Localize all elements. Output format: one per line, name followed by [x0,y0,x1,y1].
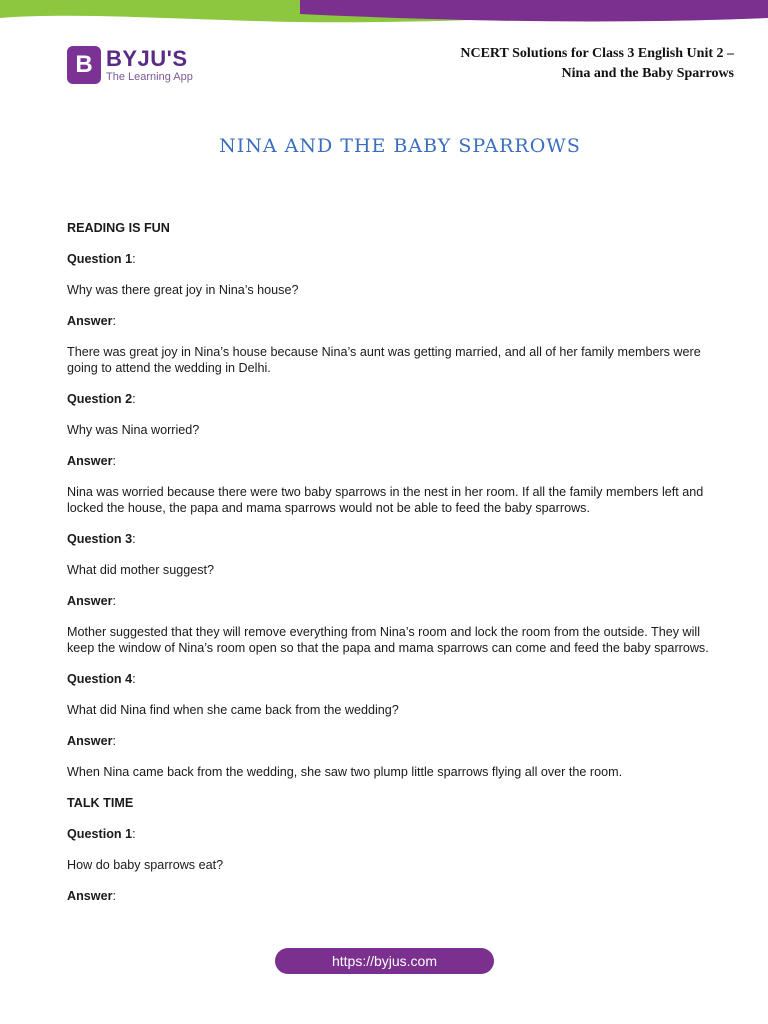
logo-letter: B [75,51,93,78]
document-body [67,220,712,919]
question-label: Question 2: [67,392,136,406]
question-text: Why was there great joy in Nina’s house? [67,283,299,297]
answer-text: Mother suggested that they will remove everything from Nina’s room and lock the room from the outside. They will keep the window of Nina’s room open so that the papa and mama sparrows can come and feed the baby sparrows. [67,625,709,655]
logo-mark [67,46,101,84]
answer-label: Answer: [67,594,116,608]
answer-text: There was great joy in Nina’s house because Nina’s aunt was getting married, and all of her family members were going to attend the wedding in Delhi. [67,345,701,375]
answer-label: Answer: [67,314,116,328]
header-line-2: Nina and the Baby Sparrows [561,66,734,81]
question-text: How do baby sparrows eat? [67,858,224,872]
question-label: Question 1: [67,252,136,266]
question-label: Question 3: [67,532,136,546]
answer-label: Answer: [67,889,116,903]
answer-label: Answer: [67,734,116,748]
logo-tagline: The Learning App [106,70,193,83]
question-text: What did mother suggest? [67,563,215,577]
page-title: NINA AND THE BABY SPARROWS [219,135,581,157]
question-text: Why was Nina worried? [67,423,200,437]
header-band [0,0,768,30]
answer-text: Nina was worried because there were two baby sparrows in the nest in her room. If all the family members left and locked the house, the papa and mama sparrows would not be able to feed the baby sparrows. [67,485,704,515]
logo-name: BYJU'S [106,45,188,71]
answer-text: When Nina came back from the wedding, she saw two plump little sparrows flying all over the room. [67,765,623,779]
document-header [460,44,734,84]
question-label: Question 4: [67,672,136,686]
section-heading: READING IS FUN [67,221,170,235]
footer-link[interactable]: https://byjus.com [275,948,494,974]
question-text: What did Nina find when she came back from the wedding? [67,703,399,717]
byjus-logo [67,45,193,85]
question-label: Question 1: [67,827,136,841]
section-heading: TALK TIME [67,796,134,810]
header-line-1: NCERT Solutions for Class 3 English Unit 2 – [460,46,734,61]
answer-label: Answer: [67,454,116,468]
